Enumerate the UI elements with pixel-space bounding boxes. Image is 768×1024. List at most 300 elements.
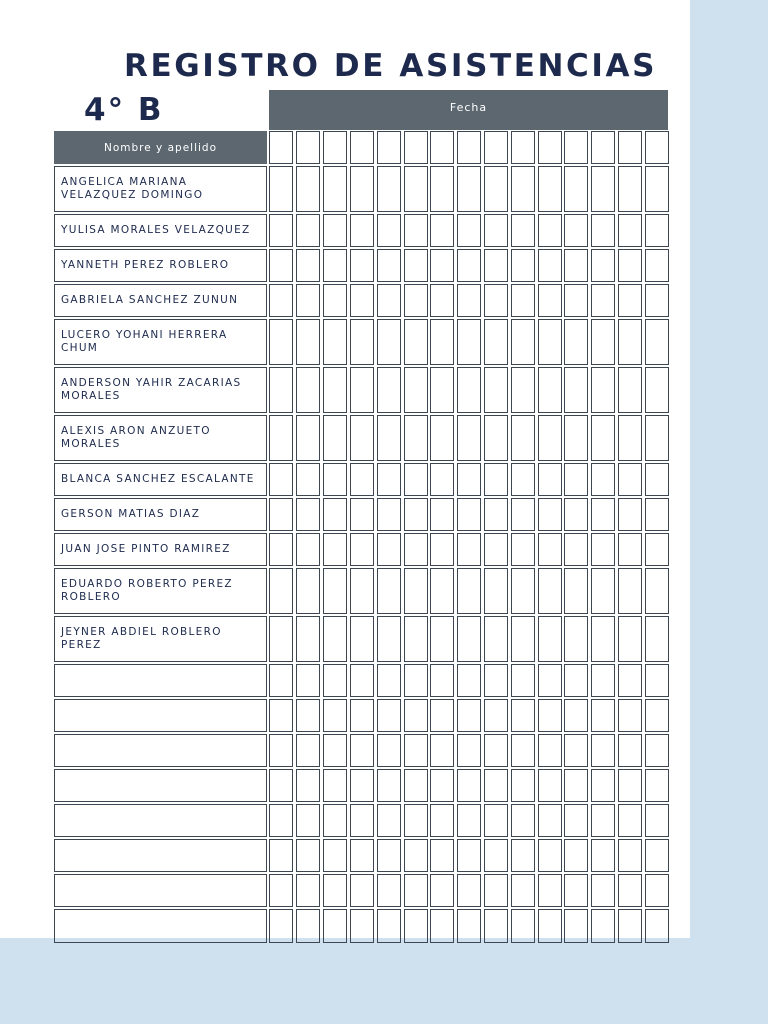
attendance-checkbox[interactable] [296,214,320,247]
attendance-checkbox[interactable] [350,664,374,697]
attendance-checkbox[interactable] [404,249,428,282]
attendance-checkbox[interactable] [404,214,428,247]
attendance-checkbox[interactable] [350,699,374,732]
attendance-checkbox[interactable] [511,804,535,837]
attendance-checkbox[interactable] [538,699,562,732]
attendance-checkbox[interactable] [457,284,481,317]
attendance-checkbox[interactable] [323,415,347,461]
attendance-checkbox[interactable] [269,909,293,943]
attendance-checkbox[interactable] [323,804,347,837]
attendance-checkbox[interactable] [350,616,374,662]
attendance-checkbox[interactable] [645,533,669,566]
attendance-checkbox[interactable] [269,734,293,767]
attendance-checkbox[interactable] [296,839,320,872]
attendance-checkbox[interactable] [350,769,374,802]
attendance-checkbox[interactable] [430,699,454,732]
attendance-checkbox[interactable] [484,367,508,413]
attendance-checkbox[interactable] [404,734,428,767]
attendance-checkbox[interactable] [296,284,320,317]
attendance-checkbox[interactable] [591,664,615,697]
header-date-cell[interactable] [457,131,481,164]
attendance-checkbox[interactable] [564,533,588,566]
attendance-checkbox[interactable] [564,699,588,732]
attendance-checkbox[interactable] [511,533,535,566]
attendance-checkbox[interactable] [457,415,481,461]
attendance-checkbox[interactable] [564,284,588,317]
attendance-checkbox[interactable] [430,415,454,461]
attendance-checkbox[interactable] [564,616,588,662]
student-name-cell[interactable] [54,839,267,872]
attendance-checkbox[interactable] [618,166,642,212]
attendance-checkbox[interactable] [538,463,562,496]
attendance-checkbox[interactable] [538,734,562,767]
attendance-checkbox[interactable] [564,166,588,212]
attendance-checkbox[interactable] [430,769,454,802]
attendance-checkbox[interactable] [350,463,374,496]
attendance-checkbox[interactable] [430,568,454,614]
attendance-checkbox[interactable] [538,319,562,365]
attendance-checkbox[interactable] [645,463,669,496]
attendance-checkbox[interactable] [538,498,562,531]
attendance-checkbox[interactable] [377,319,401,365]
student-name-cell[interactable]: ALEXIS ARON ANZUETO MORALES [54,415,267,461]
attendance-checkbox[interactable] [404,804,428,837]
attendance-checkbox[interactable] [591,839,615,872]
attendance-checkbox[interactable] [538,769,562,802]
attendance-checkbox[interactable] [591,734,615,767]
attendance-checkbox[interactable] [484,804,508,837]
attendance-checkbox[interactable] [484,664,508,697]
attendance-checkbox[interactable] [430,664,454,697]
attendance-checkbox[interactable] [350,804,374,837]
attendance-checkbox[interactable] [564,839,588,872]
attendance-checkbox[interactable] [645,249,669,282]
attendance-checkbox[interactable] [484,874,508,907]
attendance-checkbox[interactable] [350,533,374,566]
student-name-cell[interactable]: YANNETH PEREZ ROBLERO [54,249,267,282]
attendance-checkbox[interactable] [564,909,588,943]
attendance-checkbox[interactable] [269,699,293,732]
attendance-checkbox[interactable] [645,874,669,907]
attendance-checkbox[interactable] [645,214,669,247]
header-date-cell[interactable] [350,131,374,164]
attendance-checkbox[interactable] [404,319,428,365]
attendance-checkbox[interactable] [269,284,293,317]
student-name-cell[interactable]: EDUARDO ROBERTO PEREZ ROBLERO [54,568,267,614]
attendance-checkbox[interactable] [618,367,642,413]
attendance-checkbox[interactable] [538,909,562,943]
attendance-checkbox[interactable] [457,804,481,837]
attendance-checkbox[interactable] [618,839,642,872]
attendance-checkbox[interactable] [430,533,454,566]
attendance-checkbox[interactable] [457,699,481,732]
attendance-checkbox[interactable] [591,533,615,566]
attendance-checkbox[interactable] [430,214,454,247]
attendance-checkbox[interactable] [296,319,320,365]
attendance-checkbox[interactable] [296,367,320,413]
attendance-checkbox[interactable] [430,734,454,767]
attendance-checkbox[interactable] [591,699,615,732]
attendance-checkbox[interactable] [323,249,347,282]
attendance-checkbox[interactable] [591,804,615,837]
attendance-checkbox[interactable] [377,249,401,282]
attendance-checkbox[interactable] [430,498,454,531]
attendance-checkbox[interactable] [538,804,562,837]
attendance-checkbox[interactable] [484,699,508,732]
attendance-checkbox[interactable] [591,415,615,461]
attendance-checkbox[interactable] [618,498,642,531]
attendance-checkbox[interactable] [645,166,669,212]
attendance-checkbox[interactable] [457,616,481,662]
attendance-checkbox[interactable] [269,249,293,282]
attendance-checkbox[interactable] [430,463,454,496]
attendance-checkbox[interactable] [269,533,293,566]
attendance-checkbox[interactable] [484,769,508,802]
attendance-checkbox[interactable] [296,734,320,767]
attendance-checkbox[interactable] [511,874,535,907]
attendance-checkbox[interactable] [404,166,428,212]
attendance-checkbox[interactable] [430,874,454,907]
header-date-cell[interactable] [511,131,535,164]
attendance-checkbox[interactable] [645,734,669,767]
attendance-checkbox[interactable] [511,498,535,531]
attendance-checkbox[interactable] [269,769,293,802]
attendance-checkbox[interactable] [430,804,454,837]
attendance-checkbox[interactable] [296,769,320,802]
attendance-checkbox[interactable] [511,839,535,872]
student-name-cell[interactable] [54,699,267,732]
attendance-checkbox[interactable] [377,664,401,697]
attendance-checkbox[interactable] [645,568,669,614]
attendance-checkbox[interactable] [591,367,615,413]
attendance-checkbox[interactable] [457,249,481,282]
attendance-checkbox[interactable] [457,166,481,212]
attendance-checkbox[interactable] [296,804,320,837]
attendance-checkbox[interactable] [404,839,428,872]
attendance-checkbox[interactable] [404,664,428,697]
attendance-checkbox[interactable] [511,734,535,767]
attendance-checkbox[interactable] [564,319,588,365]
attendance-checkbox[interactable] [538,664,562,697]
attendance-checkbox[interactable] [457,463,481,496]
attendance-checkbox[interactable] [350,249,374,282]
attendance-checkbox[interactable] [377,367,401,413]
header-date-cell[interactable] [269,131,293,164]
attendance-checkbox[interactable] [484,616,508,662]
attendance-checkbox[interactable] [564,734,588,767]
attendance-checkbox[interactable] [645,769,669,802]
attendance-checkbox[interactable] [296,166,320,212]
attendance-checkbox[interactable] [323,909,347,943]
attendance-checkbox[interactable] [377,616,401,662]
header-date-cell[interactable] [618,131,642,164]
attendance-checkbox[interactable] [404,367,428,413]
attendance-checkbox[interactable] [269,319,293,365]
attendance-checkbox[interactable] [511,664,535,697]
attendance-checkbox[interactable] [484,319,508,365]
attendance-checkbox[interactable] [538,166,562,212]
attendance-checkbox[interactable] [323,874,347,907]
attendance-checkbox[interactable] [457,498,481,531]
attendance-checkbox[interactable] [404,909,428,943]
attendance-checkbox[interactable] [269,498,293,531]
attendance-checkbox[interactable] [484,568,508,614]
attendance-checkbox[interactable] [618,463,642,496]
attendance-checkbox[interactable] [377,804,401,837]
attendance-checkbox[interactable] [323,568,347,614]
attendance-checkbox[interactable] [538,533,562,566]
attendance-checkbox[interactable] [296,874,320,907]
student-name-cell[interactable] [54,769,267,802]
attendance-checkbox[interactable] [350,166,374,212]
attendance-checkbox[interactable] [538,839,562,872]
attendance-checkbox[interactable] [645,415,669,461]
attendance-checkbox[interactable] [430,839,454,872]
attendance-checkbox[interactable] [538,415,562,461]
attendance-checkbox[interactable] [350,909,374,943]
attendance-checkbox[interactable] [323,769,347,802]
attendance-checkbox[interactable] [430,616,454,662]
attendance-checkbox[interactable] [350,568,374,614]
attendance-checkbox[interactable] [538,568,562,614]
header-date-cell[interactable] [404,131,428,164]
attendance-checkbox[interactable] [511,214,535,247]
attendance-checkbox[interactable] [377,874,401,907]
attendance-checkbox[interactable] [377,769,401,802]
attendance-checkbox[interactable] [296,463,320,496]
attendance-checkbox[interactable] [564,463,588,496]
header-date-cell[interactable] [564,131,588,164]
attendance-checkbox[interactable] [377,909,401,943]
attendance-checkbox[interactable] [591,616,615,662]
attendance-checkbox[interactable] [457,214,481,247]
attendance-checkbox[interactable] [404,874,428,907]
attendance-checkbox[interactable] [377,284,401,317]
attendance-checkbox[interactable] [430,367,454,413]
student-name-cell[interactable] [54,909,267,943]
attendance-checkbox[interactable] [296,498,320,531]
attendance-checkbox[interactable] [564,664,588,697]
attendance-checkbox[interactable] [269,568,293,614]
attendance-checkbox[interactable] [591,769,615,802]
student-name-cell[interactable]: GERSON MATIAS DIAZ [54,498,267,531]
attendance-checkbox[interactable] [538,249,562,282]
attendance-checkbox[interactable] [484,463,508,496]
student-name-cell[interactable]: LUCERO YOHANI HERRERA CHUM [54,319,267,365]
attendance-checkbox[interactable] [511,166,535,212]
attendance-checkbox[interactable] [618,874,642,907]
attendance-checkbox[interactable] [350,874,374,907]
attendance-checkbox[interactable] [484,415,508,461]
attendance-checkbox[interactable] [564,769,588,802]
student-name-cell[interactable]: GABRIELA SANCHEZ ZUNUN [54,284,267,317]
attendance-checkbox[interactable] [430,249,454,282]
attendance-checkbox[interactable] [645,319,669,365]
attendance-checkbox[interactable] [484,498,508,531]
attendance-checkbox[interactable] [457,568,481,614]
header-date-cell[interactable] [430,131,454,164]
attendance-checkbox[interactable] [269,166,293,212]
attendance-checkbox[interactable] [350,839,374,872]
attendance-checkbox[interactable] [591,463,615,496]
attendance-checkbox[interactable] [511,463,535,496]
attendance-checkbox[interactable] [350,734,374,767]
attendance-checkbox[interactable] [564,367,588,413]
attendance-checkbox[interactable] [377,166,401,212]
attendance-checkbox[interactable] [618,909,642,943]
attendance-checkbox[interactable] [484,533,508,566]
attendance-checkbox[interactable] [591,166,615,212]
attendance-checkbox[interactable] [618,319,642,365]
attendance-checkbox[interactable] [591,284,615,317]
attendance-checkbox[interactable] [538,284,562,317]
attendance-checkbox[interactable] [350,498,374,531]
attendance-checkbox[interactable] [404,568,428,614]
header-date-cell[interactable] [296,131,320,164]
attendance-checkbox[interactable] [457,367,481,413]
attendance-checkbox[interactable] [323,367,347,413]
attendance-checkbox[interactable] [645,699,669,732]
attendance-checkbox[interactable] [645,804,669,837]
student-name-cell[interactable]: JEYNER ABDIEL ROBLERO PEREZ [54,616,267,662]
attendance-checkbox[interactable] [269,874,293,907]
attendance-checkbox[interactable] [377,568,401,614]
attendance-checkbox[interactable] [618,249,642,282]
student-name-cell[interactable] [54,874,267,907]
attendance-checkbox[interactable] [457,839,481,872]
attendance-checkbox[interactable] [564,249,588,282]
attendance-checkbox[interactable] [564,415,588,461]
attendance-checkbox[interactable] [511,319,535,365]
attendance-checkbox[interactable] [323,533,347,566]
student-name-cell[interactable]: BLANCA SANCHEZ ESCALANTE [54,463,267,496]
attendance-checkbox[interactable] [269,616,293,662]
student-name-cell[interactable] [54,804,267,837]
attendance-checkbox[interactable] [591,874,615,907]
attendance-checkbox[interactable] [323,319,347,365]
attendance-checkbox[interactable] [323,498,347,531]
attendance-checkbox[interactable] [269,839,293,872]
attendance-checkbox[interactable] [484,909,508,943]
attendance-checkbox[interactable] [377,699,401,732]
attendance-checkbox[interactable] [404,699,428,732]
attendance-checkbox[interactable] [430,909,454,943]
attendance-checkbox[interactable] [645,909,669,943]
attendance-checkbox[interactable] [538,874,562,907]
attendance-checkbox[interactable] [484,734,508,767]
student-name-cell[interactable]: JUAN JOSE PINTO RAMIREZ [54,533,267,566]
attendance-checkbox[interactable] [296,568,320,614]
attendance-checkbox[interactable] [457,909,481,943]
attendance-checkbox[interactable] [618,214,642,247]
attendance-checkbox[interactable] [645,664,669,697]
attendance-checkbox[interactable] [269,664,293,697]
attendance-checkbox[interactable] [484,284,508,317]
attendance-checkbox[interactable] [457,769,481,802]
attendance-checkbox[interactable] [645,839,669,872]
attendance-checkbox[interactable] [296,533,320,566]
attendance-checkbox[interactable] [404,533,428,566]
attendance-checkbox[interactable] [511,769,535,802]
attendance-checkbox[interactable] [377,415,401,461]
attendance-checkbox[interactable] [618,616,642,662]
attendance-checkbox[interactable] [591,214,615,247]
attendance-checkbox[interactable] [323,214,347,247]
attendance-checkbox[interactable] [457,664,481,697]
attendance-checkbox[interactable] [645,616,669,662]
attendance-checkbox[interactable] [296,415,320,461]
attendance-checkbox[interactable] [538,616,562,662]
attendance-checkbox[interactable] [618,734,642,767]
attendance-checkbox[interactable] [618,769,642,802]
student-name-cell[interactable]: ANDERSON YAHIR ZACARIAS MORALES [54,367,267,413]
attendance-checkbox[interactable] [377,498,401,531]
attendance-checkbox[interactable] [350,284,374,317]
student-name-cell[interactable]: ANGELICA MARIANA VELAZQUEZ DOMINGO [54,166,267,212]
attendance-checkbox[interactable] [269,804,293,837]
attendance-checkbox[interactable] [484,249,508,282]
student-name-cell[interactable] [54,664,267,697]
attendance-checkbox[interactable] [511,699,535,732]
attendance-checkbox[interactable] [377,214,401,247]
attendance-checkbox[interactable] [591,498,615,531]
attendance-checkbox[interactable] [591,909,615,943]
attendance-checkbox[interactable] [591,568,615,614]
attendance-checkbox[interactable] [377,839,401,872]
attendance-checkbox[interactable] [618,415,642,461]
student-name-cell[interactable]: YULISA MORALES VELAZQUEZ [54,214,267,247]
attendance-checkbox[interactable] [296,616,320,662]
attendance-checkbox[interactable] [404,769,428,802]
header-date-cell[interactable] [645,131,669,164]
attendance-checkbox[interactable] [511,909,535,943]
student-name-cell[interactable] [54,734,267,767]
attendance-checkbox[interactable] [511,568,535,614]
attendance-checkbox[interactable] [430,319,454,365]
attendance-checkbox[interactable] [645,498,669,531]
attendance-checkbox[interactable] [323,166,347,212]
attendance-checkbox[interactable] [404,284,428,317]
attendance-checkbox[interactable] [296,664,320,697]
attendance-checkbox[interactable] [618,699,642,732]
attendance-checkbox[interactable] [404,415,428,461]
attendance-checkbox[interactable] [511,616,535,662]
attendance-checkbox[interactable] [323,839,347,872]
attendance-checkbox[interactable] [350,319,374,365]
attendance-checkbox[interactable] [296,909,320,943]
attendance-checkbox[interactable] [323,284,347,317]
attendance-checkbox[interactable] [269,415,293,461]
attendance-checkbox[interactable] [404,463,428,496]
attendance-checkbox[interactable] [591,249,615,282]
attendance-checkbox[interactable] [323,734,347,767]
attendance-checkbox[interactable] [457,533,481,566]
attendance-checkbox[interactable] [484,214,508,247]
attendance-checkbox[interactable] [269,367,293,413]
header-date-cell[interactable] [591,131,615,164]
attendance-checkbox[interactable] [538,214,562,247]
attendance-checkbox[interactable] [511,367,535,413]
attendance-checkbox[interactable] [564,214,588,247]
attendance-checkbox[interactable] [484,839,508,872]
header-date-cell[interactable] [323,131,347,164]
attendance-checkbox[interactable] [511,415,535,461]
attendance-checkbox[interactable] [618,533,642,566]
attendance-checkbox[interactable] [457,874,481,907]
attendance-checkbox[interactable] [323,616,347,662]
attendance-checkbox[interactable] [404,498,428,531]
attendance-checkbox[interactable] [511,249,535,282]
